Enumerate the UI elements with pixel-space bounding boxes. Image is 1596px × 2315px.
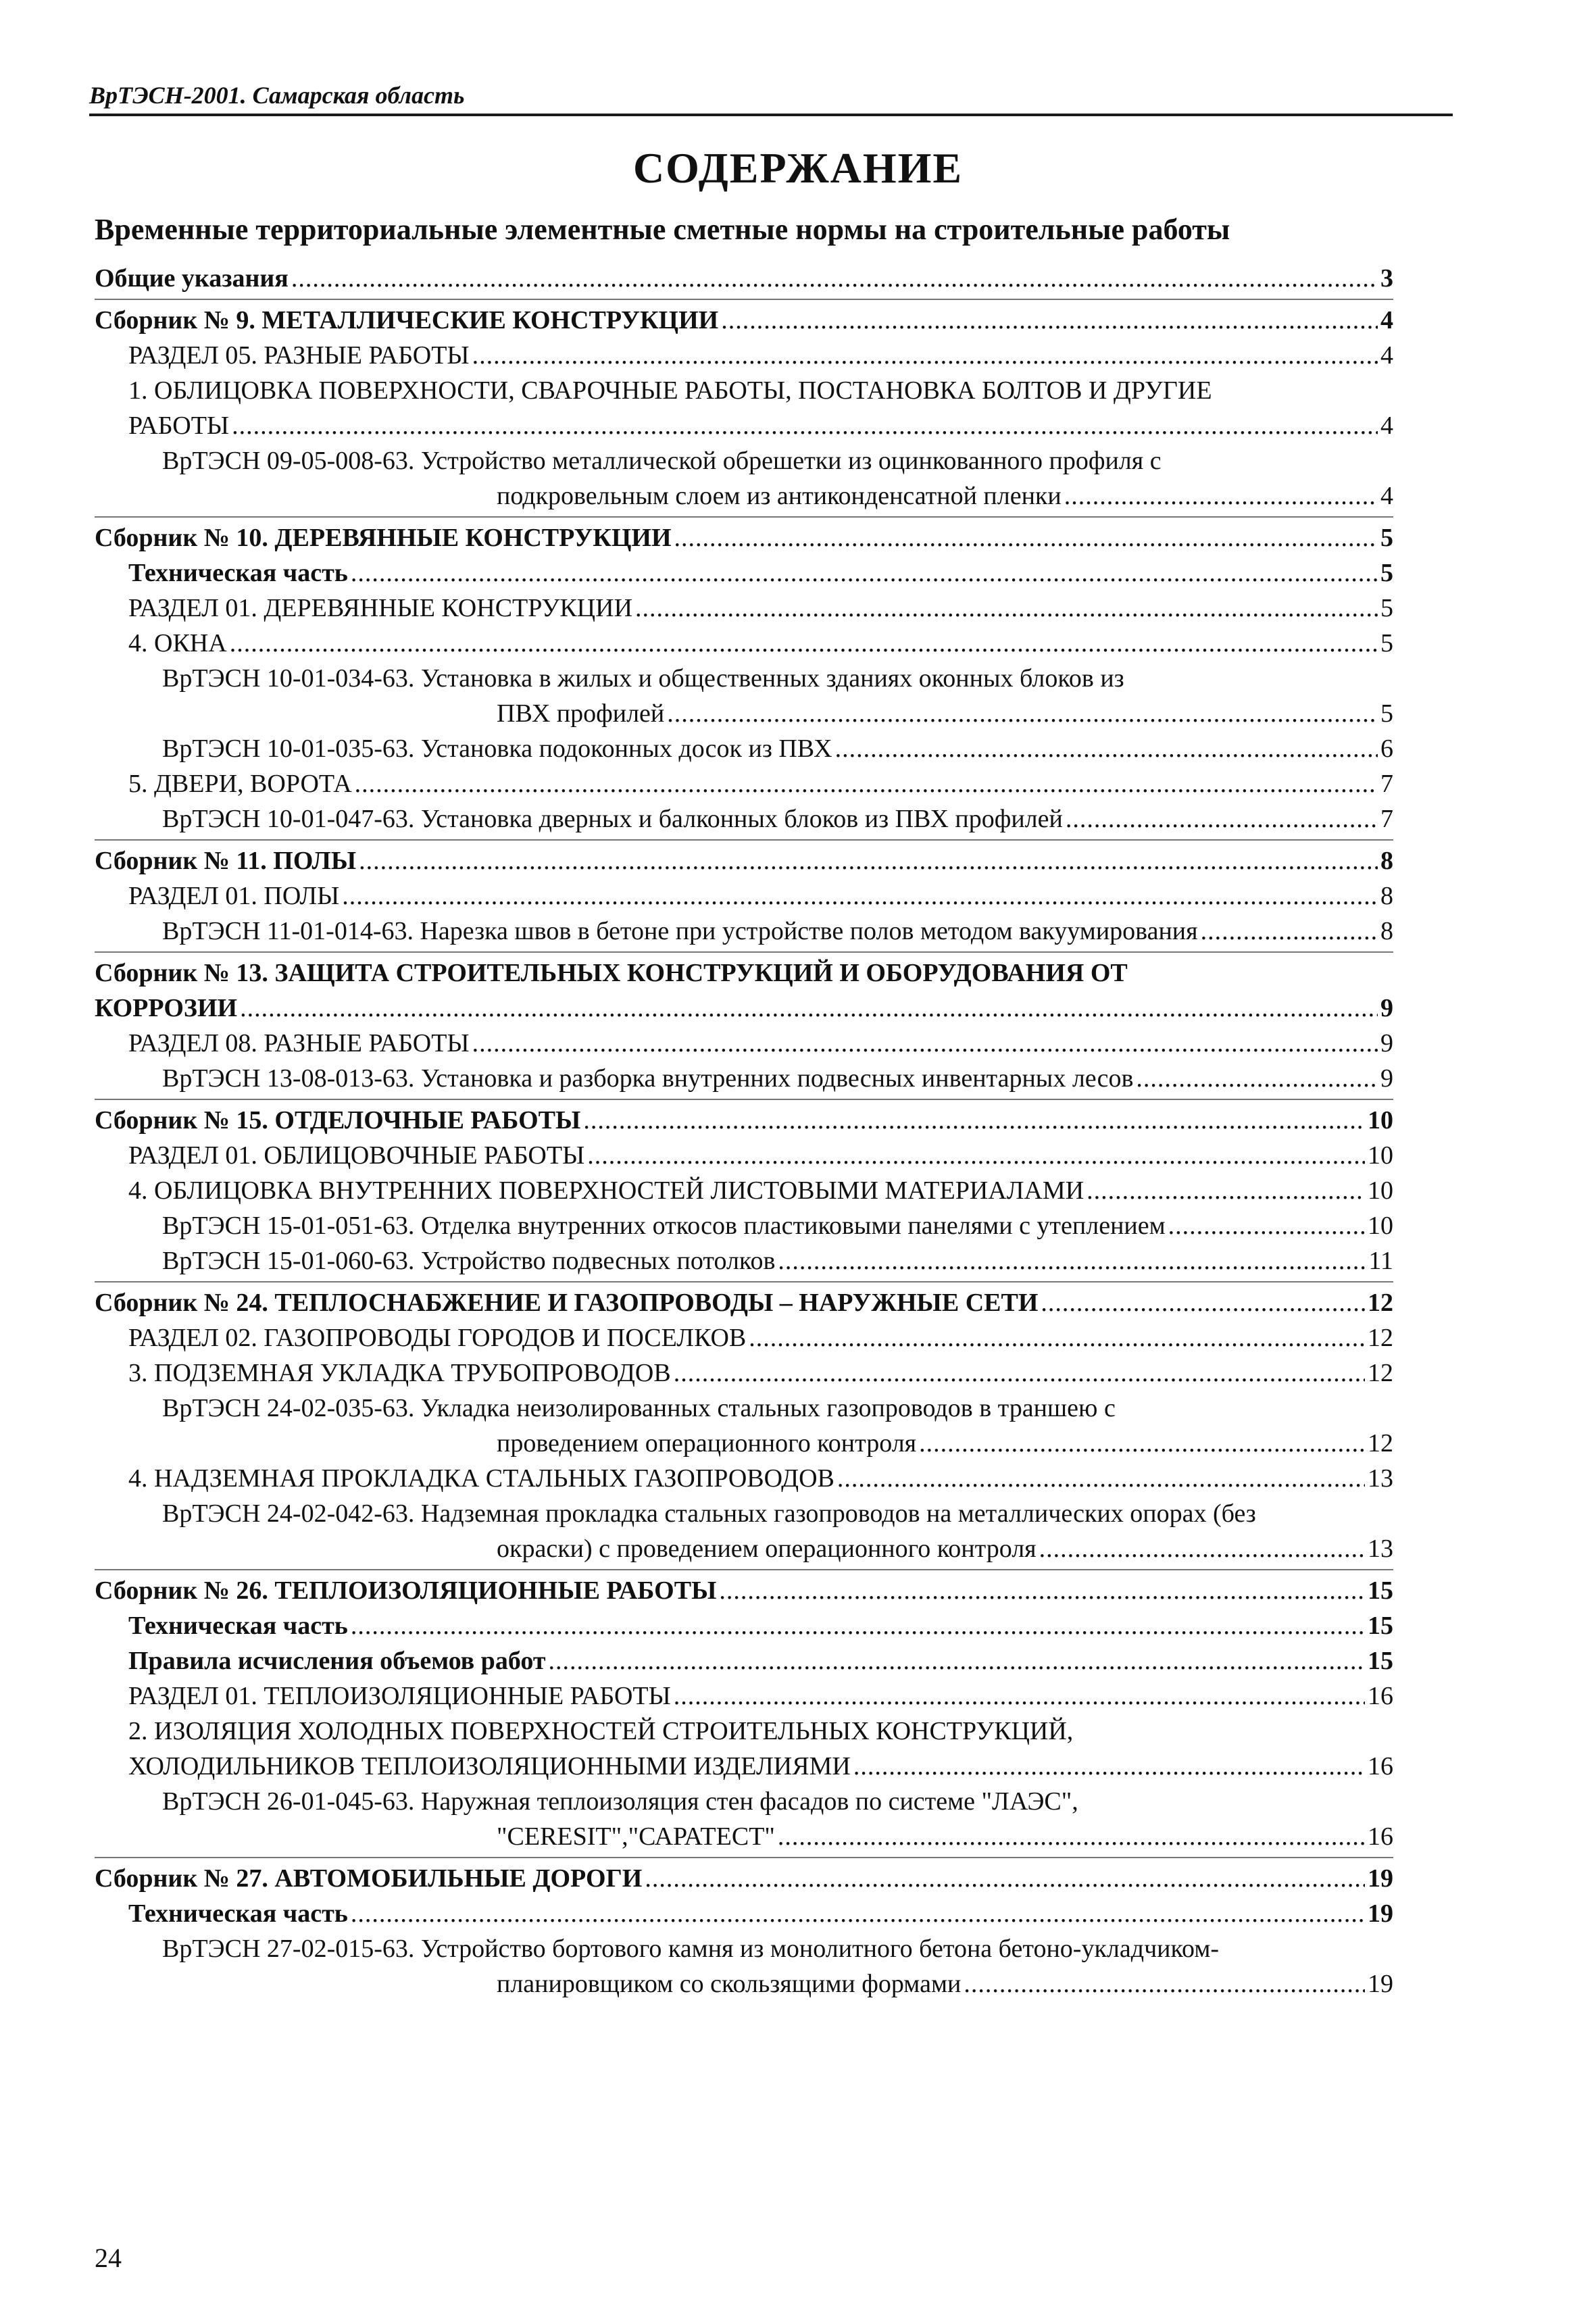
toc-page-number: 12 [1368,1324,1393,1352]
toc-dot-leader [667,696,1378,731]
toc-entry-text: Сборник № 10. ДЕРЕВЯННЫЕ КОНСТРУКЦИИ [95,524,672,552]
toc-entry-text: РАЗДЕЛ 01. ТЕПЛОИЗОЛЯЦИОННЫЕ РАБОТЫ [128,1682,671,1710]
toc-page-number: 5 [1380,699,1393,728]
toc-section-entry[interactable] [128,1608,1393,1643]
toc-entry-line [128,1678,1393,1714]
toc-dot-leader [635,591,1378,626]
toc-page-number: 10 [1368,1176,1393,1205]
toc-entry-text: РАЗДЕЛ 01. ПОЛЫ [128,882,340,910]
toc-page-number: 9 [1380,994,1393,1022]
toc-entry-text: Сборник № 15. ОТДЕЛОЧНЫЕ РАБОТЫ [95,1106,581,1135]
toc-dot-leader [1066,801,1378,837]
toc-entry-text: 5. ДВЕРИ, ВОРОТА [128,770,352,798]
toc-norm-entry[interactable] [162,1496,1393,1566]
toc-entry-line [128,766,1393,801]
toc-collection-entry[interactable] [95,1099,1393,1138]
toc-collection-entry[interactable] [95,839,1393,878]
toc-entry-line [128,1138,1393,1173]
toc-dot-leader [583,1103,1365,1138]
toc-page-number: 15 [1368,1576,1393,1605]
toc-dot-leader [837,1461,1365,1496]
toc-page-number: 4 [1380,412,1393,440]
toc-entry-line [128,1643,1393,1678]
toc-entry-text: Техническая часть [128,1612,348,1640]
toc-page-number: 5 [1380,559,1393,587]
toc-collection-entry[interactable] [95,951,1393,1026]
toc-entry-text: проведением операционного контроля [497,1429,917,1458]
toc-page-number: 10 [1368,1212,1393,1240]
toc-section-entry[interactable] [128,338,1393,373]
toc-dot-leader [291,261,1378,296]
toc-dot-leader [721,303,1378,338]
toc-dot-leader [645,1861,1365,1896]
toc-entry-line [162,801,1393,837]
toc-dot-leader [919,1426,1365,1461]
toc-page-number: 10 [1368,1141,1393,1170]
toc-entry-line [128,1026,1393,1061]
toc-entry-line [128,1608,1393,1643]
toc-entry-text: РАБОТЫ [128,412,230,440]
toc-norm-entry[interactable] [162,1061,1393,1096]
toc-entry-line [128,591,1393,626]
toc-entry-line [95,1573,1393,1608]
toc-dot-leader [1201,914,1378,949]
toc-entry-text: Сборник № 11. ПОЛЫ [95,847,357,875]
toc-entry-text-first-line: ВрТЭСН 26-01-045-63. Наружная теплоизоляция стен фасадов по системе "ЛАЭС", [162,1787,1078,1816]
toc-page-number: 8 [1380,917,1393,945]
toc-dot-leader [587,1138,1365,1173]
toc-norm-entry[interactable] [162,731,1393,766]
toc-section-entry[interactable] [128,1896,1393,1931]
toc-dot-leader [964,1966,1365,2001]
toc-norm-entry[interactable] [162,1784,1393,1854]
toc-entry-line [128,1173,1393,1208]
toc-page-number: 9 [1380,1064,1393,1093]
toc-entry-text: 3. ПОДЗЕМНАЯ УКЛАДКА ТРУБОПРОВОДОВ [128,1359,671,1387]
toc-dot-leader [1039,1531,1365,1566]
toc-norm-entry[interactable] [162,1931,1393,2001]
toc-entry-text-first-line: 2. ИЗОЛЯЦИЯ ХОЛОДНЫХ ПОВЕРХНОСТЕЙ СТРОИТЕЛЬНЫХ КОНСТРУКЦИЙ, [128,1717,1074,1745]
toc-entry-line [95,991,1393,1026]
toc-entry-text: ПВХ профилей [497,699,665,728]
toc-section-entry[interactable] [128,1714,1393,1784]
toc-dot-leader [240,991,1378,1026]
toc-entry-line [497,478,1393,514]
running-header: ВрТЭСН-2001. Самарская область [89,81,1453,116]
toc-page-number: 19 [1368,1899,1393,1928]
toc-page-number: 7 [1380,770,1393,798]
toc-entry-text-first-line: Сборник № 13. ЗАЩИТА СТРОИТЕЛЬНЫХ КОНСТРУКЦИЙ И ОБОРУДОВАНИЯ ОТ [95,959,1128,987]
table-of-contents [95,261,1393,2001]
toc-entry-text: РАЗДЕЛ 01. ДЕРЕВЯННЫЕ КОНСТРУКЦИИ [128,594,633,622]
toc-entry-line [128,1355,1393,1391]
toc-page-number: 5 [1380,629,1393,657]
toc-entry-line [128,408,1393,443]
toc-entry-text-first-line: ВрТЭСН 09-05-008-63. Устройство металлической обрешетки из оцинкованного профиля с [162,447,1162,475]
toc-entry-text: ВрТЭСН 10-01-035-63. Установка подоконных досок из ПВХ [162,735,832,763]
toc-entry-text: РАЗДЕЛ 02. ГАЗОПРОВОДЫ ГОРОДОВ И ПОСЕЛКОВ [128,1324,747,1352]
toc-entry-line [497,1819,1393,1854]
toc-collection-entry[interactable] [95,261,1393,296]
toc-entry-text-first-line: ВрТЭСН 24-02-035-63. Укладка неизолированных стальных газопроводов в траншею с [162,1394,1116,1422]
toc-page-number: 15 [1368,1612,1393,1640]
toc-entry-line [95,1861,1393,1896]
toc-entry-text: "CERESIT","САРАТЕСТ" [497,1822,775,1851]
toc-section-entry[interactable] [128,1355,1393,1391]
toc-dot-leader [355,766,1378,801]
toc-section-entry[interactable] [128,373,1393,443]
toc-section-entry[interactable] [128,1138,1393,1173]
toc-section-entry[interactable] [128,1173,1393,1208]
toc-entry-line [95,1285,1393,1320]
toc-section-entry[interactable] [128,591,1393,626]
toc-page-number: 11 [1368,1247,1393,1275]
toc-dot-leader [778,1819,1365,1854]
toc-dot-leader [472,338,1378,373]
toc-page-number: 16 [1368,1682,1393,1710]
toc-page-number: 8 [1380,882,1393,910]
toc-dot-leader [719,1573,1365,1608]
toc-entry-text: Техническая часть [128,559,348,587]
toc-entry-text: планировщиком со скользящими формами [497,1970,962,1998]
toc-entry-text: ВрТЭСН 13-08-013-63. Установка и разборка внутренних подвесных инвентарных лесов [162,1064,1134,1093]
toc-page-number: 19 [1368,1970,1393,1998]
toc-entry-line [95,843,1393,878]
toc-entry-text: Сборник № 24. ТЕПЛОСНАБЖЕНИЕ И ГАЗОПРОВОДЫ – НАРУЖНЫЕ СЕТИ [95,1289,1039,1317]
toc-dot-leader [674,1355,1365,1391]
toc-collection-entry[interactable] [95,1569,1393,1608]
toc-norm-entry[interactable] [162,443,1393,514]
toc-section-entry[interactable] [128,766,1393,801]
toc-entry-line [162,1061,1393,1096]
toc-collection-entry[interactable] [95,1281,1393,1320]
toc-section-entry[interactable] [128,1643,1393,1678]
toc-norm-entry[interactable] [162,914,1393,949]
toc-dot-leader [548,1643,1365,1678]
toc-entry-text: ВрТЭСН 10-01-047-63. Установка дверных и балконных блоков из ПВХ профилей [162,805,1063,833]
toc-dot-leader [1168,1208,1365,1243]
toc-entry-line [162,1208,1393,1243]
toc-section-entry[interactable] [128,626,1393,661]
toc-entry-line [497,1531,1393,1566]
toc-entry-text: подкровельным слоем из антиконденсатной пленки [497,482,1062,510]
toc-entry-text-first-line: ВрТЭСН 10-01-034-63. Установка в жилых и общественных зданиях оконных блоков из [162,664,1124,693]
toc-collection-entry[interactable] [95,299,1393,338]
toc-section-entry[interactable] [128,1678,1393,1714]
page-title: СОДЕРЖАНИЕ [632,144,964,192]
toc-page-number: 13 [1368,1535,1393,1563]
toc-entry-line [497,1426,1393,1461]
toc-norm-entry[interactable] [162,801,1393,837]
toc-dot-leader [674,1678,1365,1714]
toc-norm-entry[interactable] [162,1243,1393,1278]
toc-entry-line [497,1966,1393,2001]
toc-page-number: 5 [1380,524,1393,552]
toc-entry-line [95,303,1393,338]
toc-entry-text: ХОЛОДИЛЬНИКОВ ТЕПЛОИЗОЛЯЦИОННЫМИ ИЗДЕЛИЯМИ [128,1752,851,1781]
toc-dot-leader [1136,1061,1378,1096]
toc-entry-text: Сборник № 26. ТЕПЛОИЗОЛЯЦИОННЫЕ РАБОТЫ [95,1576,717,1605]
toc-entry-text-first-line: 1. ОБЛИЦОВКА ПОВЕРХНОСТИ, СВАРОЧНЫЕ РАБОТЫ, ПОСТАНОВКА БОЛТОВ И ДРУГИЕ [128,376,1212,405]
toc-dot-leader [1041,1285,1365,1320]
toc-page-number: 16 [1368,1752,1393,1781]
toc-entry-text: Общие указания [95,264,289,293]
toc-page-number: 10 [1368,1106,1393,1135]
toc-page-number: 12 [1368,1289,1393,1317]
toc-entry-line [162,1243,1393,1278]
toc-entry-line [128,1749,1393,1784]
toc-dot-leader [342,878,1378,914]
toc-entry-text: ВрТЭСН 15-01-051-63. Отделка внутренних откосов пластиковыми панелями с утеплением [162,1212,1166,1240]
toc-entry-line [95,520,1393,555]
toc-dot-leader [853,1749,1365,1784]
toc-page-number: 9 [1380,1029,1393,1057]
toc-entry-line [95,261,1393,296]
toc-section-entry[interactable] [128,878,1393,914]
toc-entry-text: 4. НАДЗЕМНАЯ ПРОКЛАДКА СТАЛЬНЫХ ГАЗОПРОВОДОВ [128,1464,834,1493]
toc-dot-leader [359,843,1378,878]
toc-norm-entry[interactable] [162,1391,1393,1461]
toc-entry-text: 4. ОБЛИЦОВКА ВНУТРЕННИХ ПОВЕРХНОСТЕЙ ЛИСТОВЫМИ МАТЕРИАЛАМИ [128,1176,1084,1205]
toc-page-number: 12 [1368,1429,1393,1458]
toc-entry-line [95,1103,1393,1138]
toc-collection-entry[interactable] [95,1857,1393,1896]
toc-entry-line [128,555,1393,591]
toc-entry-text-first-line: ВрТЭСН 27-02-015-63. Устройство бортового камня из монолитного бетона бетоно-укладчиком- [162,1935,1220,1963]
toc-page-number: 8 [1380,847,1393,875]
toc-dot-leader [232,408,1378,443]
toc-page-number: 4 [1380,482,1393,510]
toc-entry-line [128,878,1393,914]
toc-entry-line [128,1461,1393,1496]
page-number: 24 [95,2243,122,2273]
toc-entry-text: Сборник № 27. АВТОМОБИЛЬНЫЕ ДОРОГИ [95,1864,643,1893]
toc-dot-leader [749,1320,1365,1355]
toc-page-number: 13 [1368,1464,1393,1493]
toc-dot-leader [1087,1173,1365,1208]
toc-dot-leader [674,520,1378,555]
toc-dot-leader [778,1243,1366,1278]
toc-entry-text: ВрТЭСН 11-01-014-63. Нарезка швов в бетоне при устройстве полов методом вакуумирования [162,917,1198,945]
toc-norm-entry[interactable] [162,1208,1393,1243]
toc-dot-leader [472,1026,1378,1061]
toc-dot-leader [835,731,1378,766]
toc-entry-text: Правила исчисления объемов работ [128,1647,546,1675]
toc-page-number: 15 [1368,1647,1393,1675]
toc-entry-text: Техническая часть [128,1899,348,1928]
toc-entry-line [128,338,1393,373]
toc-dot-leader [351,1896,1365,1931]
toc-page-number: 3 [1380,264,1393,293]
toc-page-number: 19 [1368,1864,1393,1893]
toc-section-entry[interactable] [128,1461,1393,1496]
toc-entry-text: РАЗДЕЛ 05. РАЗНЫЕ РАБОТЫ [128,341,470,370]
toc-entry-line [128,626,1393,661]
toc-dot-leader [1064,478,1378,514]
toc-section-entry[interactable] [128,1320,1393,1355]
toc-dot-leader [230,626,1378,661]
toc-entry-text-first-line: ВрТЭСН 24-02-042-63. Надземная прокладка стальных газопроводов на металлических опорах (без [162,1499,1256,1528]
toc-entry-text: Сборник № 9. МЕТАЛЛИЧЕСКИЕ КОНСТРУКЦИИ [95,306,719,334]
toc-entry-text: КОРРОЗИИ [95,994,238,1022]
toc-entry-line [162,731,1393,766]
toc-page-number: 5 [1380,594,1393,622]
toc-subtitle: Временные территориальные элементные сметные нормы на строительные работы [95,213,1230,246]
toc-page-number: 16 [1368,1822,1393,1851]
toc-entry-text: РАЗДЕЛ 01. ОБЛИЦОВОЧНЫЕ РАБОТЫ [128,1141,585,1170]
toc-entry-text: ВрТЭСН 15-01-060-63. Устройство подвесных потолков [162,1247,776,1275]
toc-page-number: 12 [1368,1359,1393,1387]
toc-page-number: 6 [1380,735,1393,763]
toc-norm-entry[interactable] [162,661,1393,731]
toc-entry-text: РАЗДЕЛ 08. РАЗНЫЕ РАБОТЫ [128,1029,470,1057]
toc-page-number: 4 [1380,306,1393,334]
toc-page-number: 4 [1380,341,1393,370]
toc-entry-line [128,1320,1393,1355]
toc-dot-leader [351,555,1378,591]
toc-entry-text: окраски) с проведением операционного контроля [497,1535,1037,1563]
toc-dot-leader [351,1608,1365,1643]
toc-section-entry[interactable] [128,555,1393,591]
toc-entry-line [162,914,1393,949]
toc-entry-line [128,1896,1393,1931]
toc-entry-line [497,696,1393,731]
toc-section-entry[interactable] [128,1026,1393,1061]
toc-page-number: 7 [1380,805,1393,833]
toc-collection-entry[interactable] [95,516,1393,555]
toc-entry-text: 4. ОКНА [128,629,227,657]
